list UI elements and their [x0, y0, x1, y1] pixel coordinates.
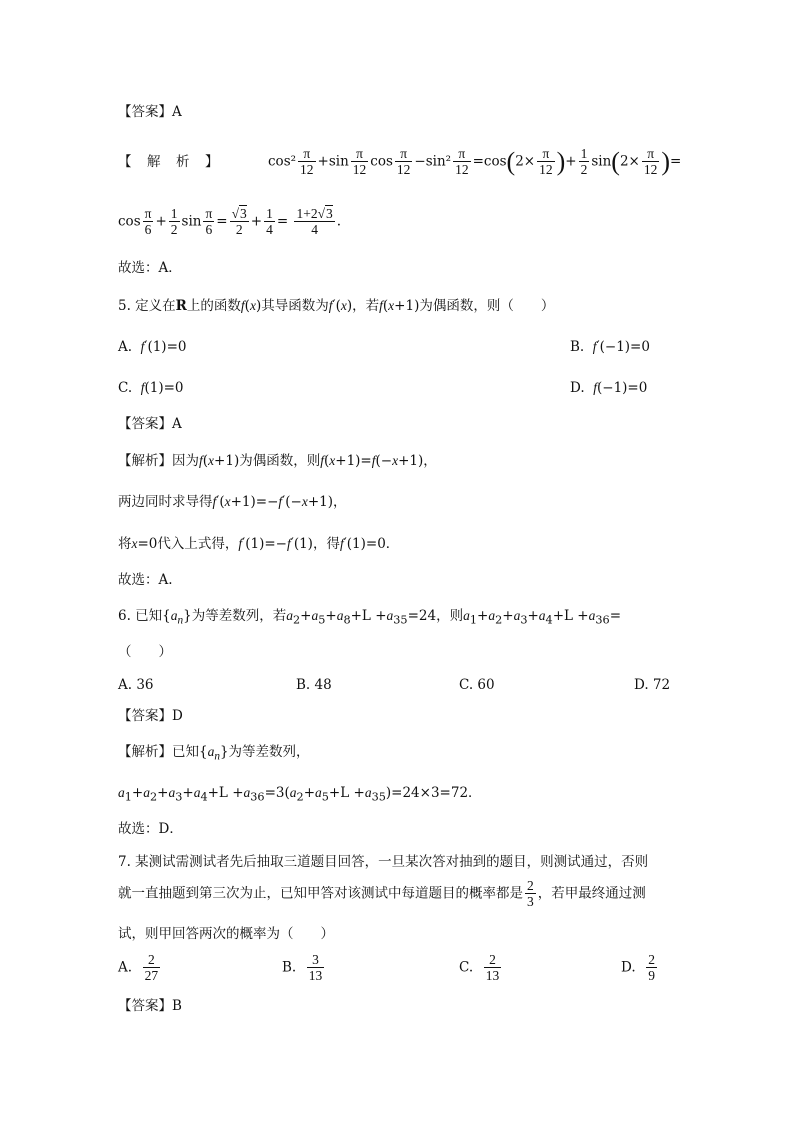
- q5-option-c[interactable]: C. f(1)=0: [118, 380, 184, 396]
- q7-option-a[interactable]: A. $\frac{2}{27}$: [118, 952, 159, 983]
- analysis-q4-line1: [118, 146, 682, 180]
- answer-label-q6: 【答案】D: [118, 708, 183, 724]
- question-5-stem: 5. 定义在R上的函数f(x)其导函数为f′(x)，若f(x+1)为偶函数，则（ ）: [118, 298, 555, 314]
- q7-option-c[interactable]: C. $\frac{2}{13}$: [459, 952, 500, 983]
- conclusion-q6: 故选：D．: [118, 821, 183, 837]
- conclusion-q4: 故选：A．: [118, 260, 182, 276]
- trig-expression-line1: cos² $\frac{\pi}{12}$ +sin $\frac{\pi}{12}$ cos $\frac{\pi}{12}$ −sin² $\frac{\pi}{12}$ =cos(2× $\frac{\pi}{12}$ )+ $\frac{1}{2}$ sin(2× $\frac{\pi}{12}$ )=: [268, 146, 682, 177]
- trig-expression-line2: cos $\frac{\pi}{6}$ + $\frac{1}{2}$ sin $\frac{\pi}{6}$ = $\frac{√3}{2}$ + $\frac{1}{4}$ = $\frac{1+2√3}{4}$ .: [118, 206, 342, 237]
- q5-option-a[interactable]: A. f′(1)=0: [118, 339, 187, 355]
- question-6-stem: 6. 已知$\{a_n\}$为等差数列，若$a_2+a_5+a_8+L +a_{35}=24$，则$a_1+a_2+a_3+a_4+L +a_{36}=$: [118, 608, 621, 627]
- question-7-stem-line1: 7. 某测试需测试者先后抽取三道题目回答，一旦某次答对抽到的题目，则测试通过，否则: [118, 854, 649, 870]
- q7-option-b[interactable]: B. $\frac{3}{13}$: [282, 952, 323, 983]
- question-7-stem-line3: 试，则甲回答两次的概率为（ ）: [118, 926, 334, 942]
- analysis-q6-line1: 【解析】已知$\{a_n\}$为等差数列，: [118, 744, 310, 763]
- answer-label-q4: 【答案】A: [118, 104, 182, 120]
- analysis-q6-line2: $a_1+a_2+a_3+a_4+L +a_{36}=3(a_2+a_5+L +a_{35})=24\times 3=72$．: [118, 785, 482, 804]
- question-6-paren: （ ）: [118, 644, 172, 660]
- q6-option-d[interactable]: D. 72: [634, 677, 671, 693]
- analysis-q5-line1: 【解析】因为f(x+1)为偶函数，则f(x+1)=f(−x+1)，: [118, 453, 437, 469]
- q5-option-b[interactable]: B. f′(−1)=0: [570, 339, 650, 355]
- q5-option-d[interactable]: D. f(−1)=0: [570, 380, 648, 396]
- q7-option-d[interactable]: D. $\frac{2}{9}$: [621, 952, 655, 983]
- q6-option-a[interactable]: A. 36: [118, 677, 154, 693]
- answer-label-q7: 【答案】B: [118, 998, 182, 1014]
- q6-option-b[interactable]: B. 48: [296, 677, 332, 693]
- answer-label-q5: 【答案】A: [118, 416, 182, 432]
- question-7-stem-line2: 就一直抽题到第三次为止，已知甲答对该测试中每道题目的概率都是 $\frac{2}{3}$ ，若甲最终通过测: [118, 878, 646, 909]
- q6-option-c[interactable]: C. 60: [459, 677, 495, 693]
- analysis-label: 【 解 析 】: [118, 154, 220, 170]
- analysis-q5-line3: 将x=0代入上式得，f′(1)=−f′(1)，得f′(1)=0．: [118, 536, 400, 552]
- analysis-q5-line2: 两边同时求导得f′(x+1)=−f′(−x+1)，: [118, 494, 347, 510]
- conclusion-q5: 故选：A.: [118, 572, 173, 588]
